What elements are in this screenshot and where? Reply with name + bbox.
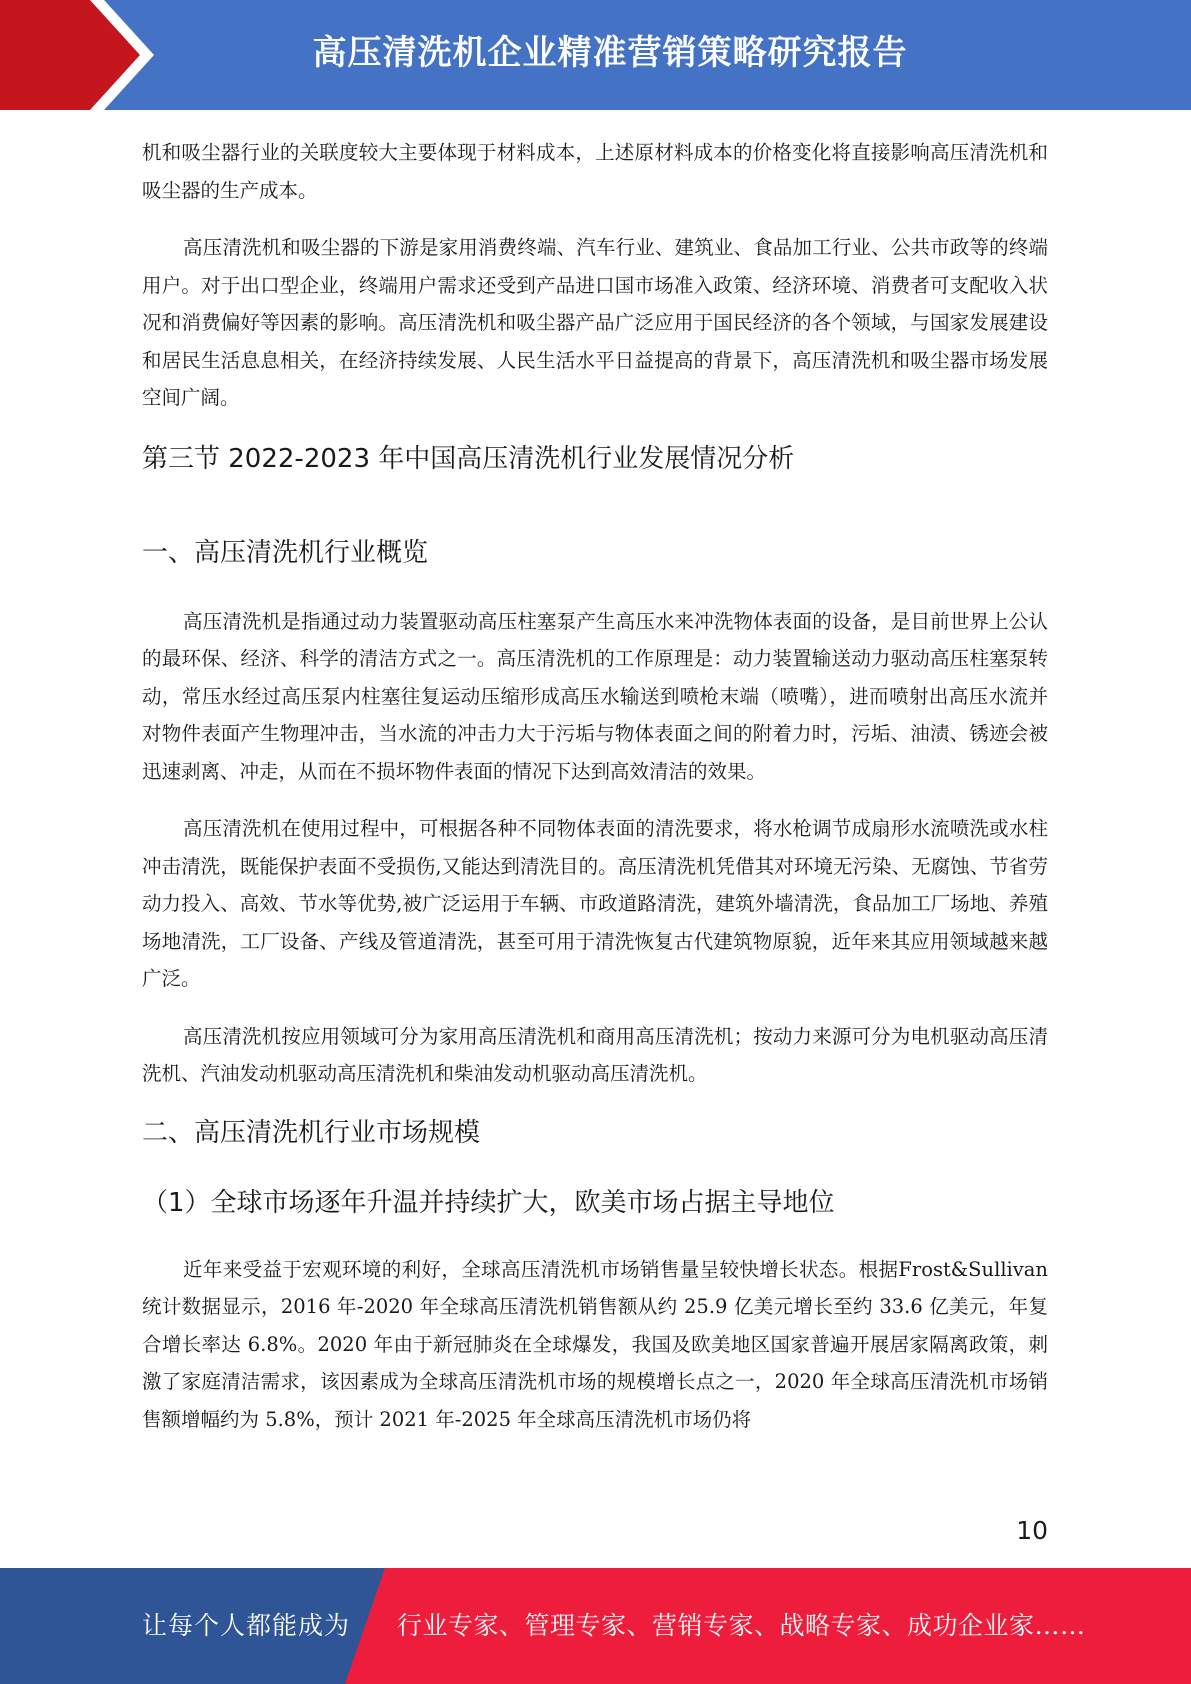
subheading-global-market: （1）全球市场逐年升温并持续扩大，欧美市场占据主导地位 (142, 1187, 835, 1218)
paragraph-overview-1: 高压清洗机是指通过动力装置驱动高压柱塞泵产生高压水来冲洗物体表面的设备，是目前世界上公认的最环保、经济、科学的清洁方式之一。高压清洗机的工作原理是：动力装置输送动力驱动高压柱塞泵转动，常压水经过高压泵内柱塞往复运动压缩形成高压水输送到喷枪末端（喷嘴），进而喷射出高压水流并对物件表面产生物理冲击，当水流的冲击力大于污垢与物体表面之间的附着力时，污垢、油渍、锈迹会被迅速剥离、冲走，从而在不损坏物件表面的情况下达到高效清洁的效果。 (142, 609, 1048, 783)
heading-overview: 一、高压清洗机行业概览 (142, 537, 429, 568)
page-footer (0, 1568, 1191, 1684)
paragraph-global-market: 近年来受益于宏观环境的利好，全球高压清洗机市场销售量呈较快增长状态。根据Frost&Sullivan 统计数据显示，2016 年-2020 年全球高压清洗机销售额从约 25.9 亿美元增长至约 33.6 亿美元，年复合增长率达 6.8%。2020 年由于新冠肺炎在全球爆发，我国及欧美地区国家普遍开展居家隔离政策，刺激了家庭清洁需求，该因素成为全球高压清洗机市场的规模增长点之一，2020 年全球高压清洗机市场销售额增幅约为 5.8%，预计 2021 年-2025 年全球高压清洗机市场仍将 (142, 1257, 1048, 1431)
paragraph-overview-3: 高压清洗机按应用领域可分为家用高压清洗机和商用高压清洗机；按动力来源可分为电机驱动高压清洗机、汽油发动机驱动高压清洗机和柴油发动机驱动高压清洗机。 (142, 1024, 1048, 1085)
paragraph-downstream: 高压清洗机和吸尘器的下游是家用消费终端、汽车行业、建筑业、食品加工行业、公共市政等的终端用户。对于出口型企业，终端用户需求还受到产品进口国市场准入政策、经济环境、消费者可支配收入状况和消费偏好等因素的影响。高压清洗机和吸尘器产品广泛应用于国民经济的各个领域，与国家发展建设和居民生活息息相关，在经济持续发展、人民生活水平日益提高的背景下，高压清洗机和吸尘器市场发展空间广阔。 (142, 236, 1048, 409)
footer-slogan-right: 行业专家、管理专家、营销专家、战略专家、成功企业家…… (397, 1611, 1086, 1640)
report-title: 高压清洗机企业精准营销策略研究报告 (312, 33, 908, 73)
section-heading: 第三节 2022-2023 年中国高压清洗机行业发展情况分析 (142, 443, 795, 474)
paragraph-intro-continued: 机和吸尘器行业的关联度较大主要体现于材料成本，上述原材料成本的价格变化将直接影响高压清洗机和吸尘器的生产成本。 (142, 141, 1048, 202)
page-header (0, 0, 1191, 110)
page-content (142, 134, 1048, 1458)
heading-market-size: 二、高压清洗机行业市场规模 (142, 1117, 481, 1148)
footer-slogan-left: 让每个人都能成为 (142, 1611, 351, 1640)
page-number: 10 (1016, 1516, 1048, 1545)
paragraph-overview-2: 高压清洗机在使用过程中，可根据各种不同物体表面的清洗要求，将水枪调节成扇形水流喷洗或水柱冲击清洗，既能保护表面不受损伤,又能达到清洗目的。高压清洗机凭借其对环境无污染、无腐蚀、节省劳动力投入、高效、节水等优势,被广泛运用于车辆、市政道路清洗，建筑外墙清洗，食品加工厂场地、养殖场地清洗，工厂设备、产线及管道清洗，甚至可用于清洗恢复古代建筑物原貌，近年来其应用领域越来越广泛。 (142, 817, 1048, 990)
